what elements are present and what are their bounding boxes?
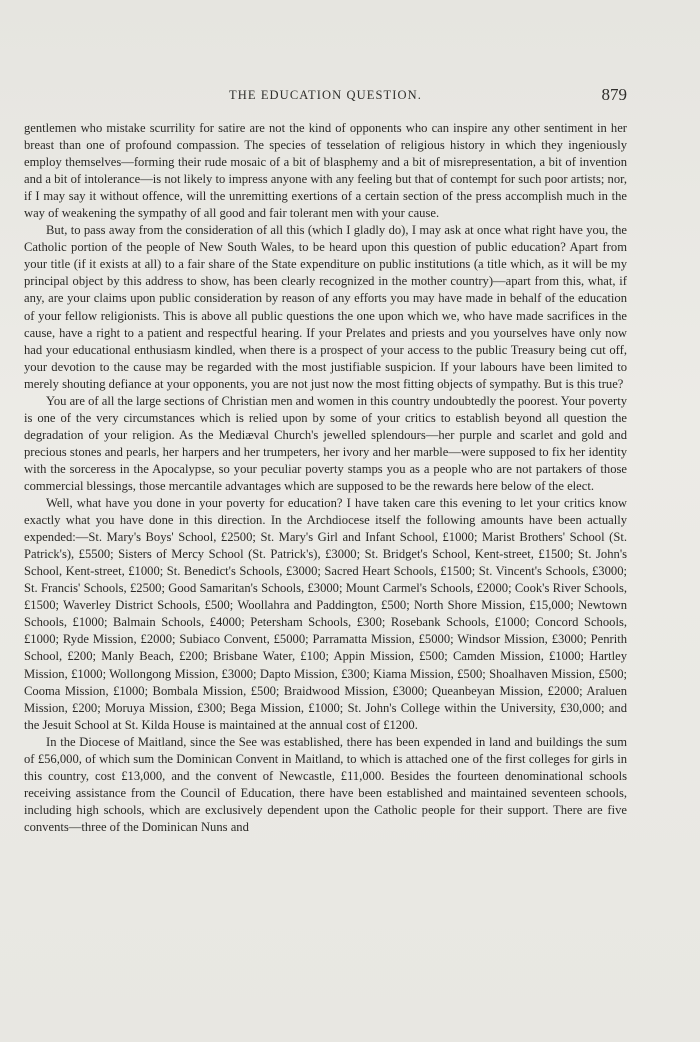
paragraph-right-to-be-heard: But, to pass away from the consideration of all this (which I gladly do), I may ask at once what right have you, the Catholic portion of the people of New South Wales, to be heard upon this question of public education? Apart from your title (if it exists at all) to a fair share of the State expenditure on public institutions (a title which, as it will be my principal object by this address to show, has been clearly recognized in the mother country)—apart from this, what, if any, are your claims upon public consideration by reason of any efforts you may have made in behalf of the education of your fellow religionists. This is above all public questions the one upon which we, who have made sacrifices in the cause, have a right to a patient and respectful hearing. If your Prelates and priests and you yourselves have only now had your educational enthusiasm kindled, when there is a prospect of your access to the public Treasury being cut off, your devotion to the cause may be regarded with the most justifiable suspicion. If your labours have been limited to merely shouting defiance at your opponents, you are not just now the most fitting objects of sympathy. But is this true? <box>24 223 627 391</box>
paragraph-diocese-of-maitland: In the Diocese of Maitland, since the See was established, there has been expended in land and buildings the sum of £56,000, of which sum the Dominican Convent in Maitland, to which is attached one of the first colleges for girls in this country, cost £13,000, and the convent of Newcastle, £11,000. Besides the fourteen denominational schools receiving assistance from the Council of Education, there have been established and maintained seventeen schools, including high schools, which are exclusively dependent upon the Catholic people for their support. There are five convents—three of the Dominican Nuns and <box>24 734 627 834</box>
paragraph-archdiocese-expenditure: Well, what have you done in your poverty for education? I have taken care this evening to let your critics know exactly what you have done in this direction. In the Archdiocese itself the following amounts have been actually expended:—St. Mary's Boys' School, £2500; St. Mary's Girl and Infant School, £1000; Marist Brothers' School (St. Patrick's), £5500; Sisters of Mercy School (St. Patrick's), £3000; St. Bridget's School, Kent-street, £1500; St. John's School, Kent-street, £1000; St. Benedict's Schools, £3000; Sacred Heart Schools, £1500; St. Vincent's Schools, £3000; St. Francis' Schools, £2500; Good Samaritan's Schools, £3000; Mount Carmel's Schools, £2000; Cook's River Schools, £1500; Waverley District Schools, £500; Woollahra and Paddington, £500; North Shore Mission, £15,000; Newtown Schools, £1000; Balmain Schools, £4000; Petersham Schools, £300; Rosebank Schools, £1000; Concord Schools, £1000; Ryde Mission, £2000; Subiaco Convent, £5000; Parramatta Mission, £5000; Windsor Mission, £3000; Penrith School, £200; Manly Beach, £200; Brisbane Water, £100; Appin Mission, £500; Camden Mission, £1000; Hartley Mission, £1000; Wollongong Mission, £3000; Dapto Mission, £300; Kiama Mission, £500; Shoalhaven Mission, £500; Cooma Mission, £1000; Bombala Mission, £500; Braidwood Mission, £3000; Queanbeyan Mission, £2000; Araluen Mission, £200; Moruya Mission, £300; Bega Mission, £1000; St. John's College within the University, £30,000; and the Jesuit School at St. Kilda House is maintained at the annual cost of £1200. <box>24 496 627 732</box>
page-header <box>24 86 627 106</box>
page-number: 879 <box>601 85 627 104</box>
running-title: THE EDUCATION QUESTION. <box>229 88 422 102</box>
body-text <box>24 120 627 836</box>
paragraph-continued: gentlemen who mistake scurrility for satire are not the kind of opponents who can inspire any other sentiment in her breast than one of profound compassion. The species of tesselation of religious history in which they ingeniously employ themselves—forming their rude mosaic of a bit of blasphemy and a bit of misrepresentation, a bit of invention and a bit of intolerance—is not likely to impress anyone with any feeling but that of contempt for such poor artists; nor, if I may say it without offence, will the unremitting exertions of a certain section of the press accomplish much in the way of weakening the sympathy of all good and fair tolerant men with your cause. <box>24 121 627 221</box>
paragraph-poverty: You are of all the large sections of Christian men and women in this country undoubtedly the poorest. Your poverty is one of the very circumstances which is relied upon by some of your critics to establish beyond all question the degradation of your religion. As the Mediæval Church's jewelled splendours—her purple and scarlet and gold and precious stones and pearls, her harpers and her trumpeters, her ivory and her marble—were supposed to fix her identity with the sorceress in the Apocalypse, so your peculiar poverty stamps you as a people who are not partakers of those commercial blessings, those mercantile advantages which are supposed to be the rewards here below of the elect. <box>24 393 627 493</box>
